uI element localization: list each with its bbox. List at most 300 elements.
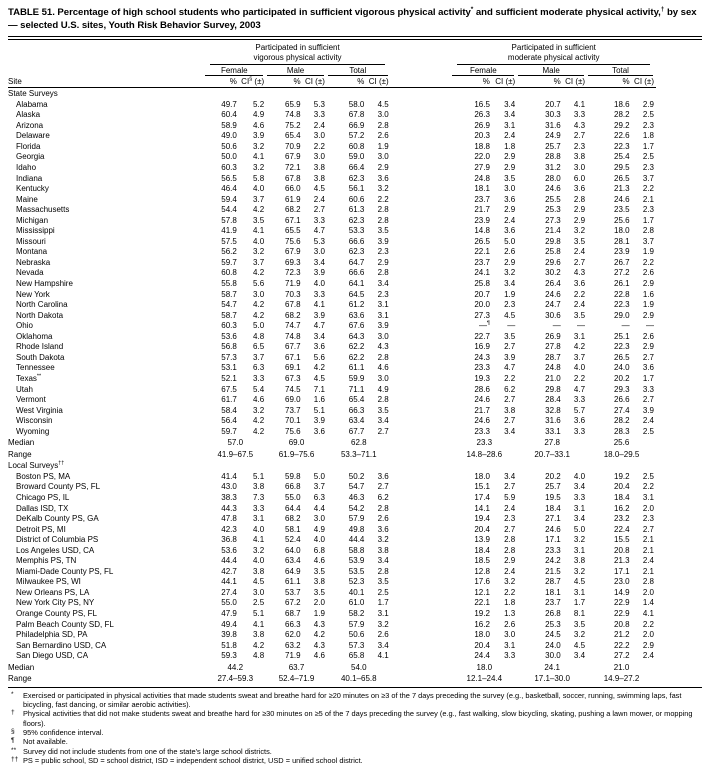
- value-cell: 27.3: [545, 215, 561, 225]
- value-cell: 23.3: [474, 426, 490, 436]
- site-cell: Ohio: [16, 321, 33, 331]
- value-cell: 3.4: [377, 416, 389, 426]
- value-cell: 2.7: [504, 482, 516, 492]
- value-cell: 2.4: [313, 194, 325, 204]
- value-cell: 23.9: [474, 215, 490, 225]
- value-cell: 3.8: [253, 630, 265, 640]
- value-cell: 2.7: [642, 352, 654, 362]
- value-cell: 3.4: [573, 514, 586, 524]
- summary-value-cell: 18.0: [476, 662, 493, 672]
- value-cell: —¶: [478, 320, 490, 331]
- value-cell: 4.7: [313, 226, 325, 236]
- value-cell: 4.2: [253, 268, 265, 278]
- summary-value-cell: 69.0: [288, 438, 305, 448]
- value-cell: 25.5: [545, 194, 561, 204]
- value-cell: 2.2: [313, 141, 325, 151]
- value-cell: 3.6: [377, 471, 389, 481]
- value-cell: 5.6: [253, 279, 265, 289]
- value-cell: 2.3: [642, 163, 654, 173]
- value-cell: 55.8: [221, 279, 237, 289]
- site-cell: Milwaukee PS, WI: [16, 577, 81, 587]
- value-cell: 30.6: [545, 310, 561, 320]
- summary-value-cell: 41.9–67.5: [217, 449, 254, 459]
- footnotes: [8, 691, 702, 765]
- value-cell: 52.1: [221, 373, 237, 383]
- value-cell: 3.8: [377, 545, 389, 555]
- value-cell: 53.1: [221, 363, 237, 373]
- table-row: [8, 577, 656, 588]
- value-cell: 4.6: [253, 395, 265, 405]
- value-cell: 18.1: [474, 184, 490, 194]
- value-cell: 26.9: [545, 331, 561, 341]
- value-cell: 4.2: [573, 342, 586, 352]
- summary-value-cell: 23.3: [476, 438, 493, 448]
- site-cell: Boston PS, MA: [16, 471, 71, 481]
- group-header-label: [210, 43, 384, 65]
- value-cell: 3.7: [642, 236, 654, 246]
- table-row: [8, 100, 656, 111]
- summary-value-cell: 57.0: [227, 438, 244, 448]
- site-cell: Orange County PS, FL: [16, 608, 97, 618]
- value-cell: 1.7: [573, 598, 586, 608]
- value-cell: 54.4: [221, 205, 237, 215]
- value-cell: 2.8: [504, 545, 516, 555]
- value-cell: 2.1: [642, 566, 654, 576]
- value-cell: 4.0: [313, 279, 325, 289]
- value-cell: 28.1: [614, 236, 630, 246]
- group-header-line1: Participated in sufficient: [255, 43, 340, 52]
- value-cell: 2.7: [573, 257, 586, 267]
- value-cell: 44.4: [221, 556, 237, 566]
- value-cell: 19.5: [545, 492, 561, 502]
- value-cell: 69.3: [285, 257, 301, 267]
- value-cell: 66.3: [348, 405, 365, 415]
- value-cell: 50.0: [221, 152, 237, 162]
- value-cell: 74.8: [285, 110, 301, 120]
- value-cell: 21.0: [545, 373, 561, 383]
- value-cell: 3.2: [377, 184, 389, 194]
- value-cell: 67.6: [348, 321, 365, 331]
- value-cell: 5.2: [253, 99, 265, 109]
- site-cell: Nebraska: [16, 257, 51, 267]
- site-cell: New York City PS, NY: [16, 598, 95, 608]
- value-cell: 60.3: [221, 163, 237, 173]
- value-cell: 2.9: [573, 215, 586, 225]
- group-gap: [391, 216, 452, 227]
- value-cell: 20.8: [614, 545, 630, 555]
- value-cell: 61.7: [221, 395, 237, 405]
- value-cell: 33.1: [545, 426, 561, 436]
- value-cell: 19.3: [474, 373, 490, 383]
- table-row: [8, 163, 656, 174]
- group-gap: [391, 110, 452, 121]
- value-cell: 3.2: [253, 405, 265, 415]
- site-cell: Utah: [16, 384, 33, 394]
- value-cell: 50.2: [348, 471, 365, 481]
- value-cell: 2.4: [573, 300, 586, 310]
- subgroup-label: Female: [452, 65, 514, 77]
- value-cell: 20.4: [474, 640, 490, 650]
- group-gap: [391, 142, 452, 153]
- value-cell: 25.3: [545, 619, 561, 629]
- value-cell: 5.9: [504, 492, 516, 502]
- value-cell: 1.7: [642, 141, 654, 151]
- value-cell: 26.4: [545, 279, 561, 289]
- value-cell: 52.3: [348, 577, 365, 587]
- summary-row: [8, 449, 656, 461]
- value-cell: 4.3: [377, 342, 389, 352]
- value-cell: 6.3: [253, 363, 265, 373]
- value-cell: 4.5: [253, 577, 265, 587]
- value-cell: 70.1: [285, 416, 301, 426]
- site-cell: Wyoming: [16, 426, 50, 436]
- value-cell: 2.4: [573, 247, 586, 257]
- value-cell: 3.9: [313, 310, 325, 320]
- table-row: [8, 504, 656, 515]
- value-cell: 2.4: [504, 131, 516, 141]
- value-cell: 3.0: [377, 110, 389, 120]
- footnote-text: Survey did not include students from one of the state’s large school districts.: [23, 746, 272, 756]
- site-cell: Massachusetts: [16, 205, 70, 215]
- value-cell: 24.8: [545, 363, 561, 373]
- value-cell: 5.3: [313, 236, 325, 246]
- value-cell: 23.3: [474, 363, 490, 373]
- value-cell: 63.6: [348, 310, 365, 320]
- value-cell: 1.6: [313, 395, 325, 405]
- group-gap: [391, 65, 452, 77]
- summary-value-cell: 53.3–71.1: [340, 449, 377, 459]
- summary-value-cell: 21.0: [613, 662, 630, 672]
- footnote-marker: *: [11, 690, 14, 698]
- value-cell: 29.6: [545, 257, 561, 267]
- value-cell: 28.6: [474, 384, 490, 394]
- summary-value-cell: 20.7–33.1: [534, 449, 570, 459]
- group-gap: [391, 673, 452, 685]
- site-cell: Michigan: [16, 215, 49, 225]
- footnote: [8, 747, 702, 756]
- value-cell: 4.2: [313, 630, 325, 640]
- value-cell: 26.5: [474, 236, 490, 246]
- group-gap: [391, 268, 452, 279]
- group-gap: [391, 395, 452, 406]
- value-cell: 60.8: [348, 141, 365, 151]
- group-gap: [391, 237, 452, 248]
- value-cell: 2.9: [504, 556, 516, 566]
- value-cell: 3.5: [573, 236, 586, 246]
- table-row: [8, 195, 656, 206]
- table-row: [8, 110, 656, 121]
- value-cell: 2.8: [377, 205, 389, 215]
- value-cell: 4.0: [253, 524, 265, 534]
- value-cell: 15.1: [474, 482, 490, 492]
- value-cell: 3.7: [573, 352, 586, 362]
- value-cell: 46.4: [221, 184, 237, 194]
- value-cell: 58.1: [285, 524, 301, 534]
- value-cell: 62.3: [348, 247, 365, 257]
- group-gap: [391, 374, 452, 385]
- value-cell: 23.7: [474, 194, 490, 204]
- data-table: [8, 43, 656, 685]
- value-cell: 60.8: [221, 268, 237, 278]
- value-cell: 18.4: [474, 545, 490, 555]
- value-cell: 65.9: [285, 99, 301, 109]
- value-cell: 56.1: [348, 184, 365, 194]
- ci-column-header: CI (±): [303, 76, 327, 87]
- site-cell: New York: [16, 289, 50, 299]
- value-cell: 26.1: [614, 279, 630, 289]
- value-cell: 2.7: [642, 395, 654, 405]
- value-cell: 4.2: [253, 310, 265, 320]
- value-cell: 2.5: [642, 152, 654, 162]
- value-cell: 3.4: [377, 640, 389, 650]
- value-cell: 53.6: [221, 331, 237, 341]
- value-cell: 3.6: [573, 184, 586, 194]
- footnote-text: Physical activities that did not make students sweat and breathe hard for ≥30 minutes on ≥5 of the 7 days preceding the survey (e.g., fast walking, slow bicycling, skating, pushing a lawn mower, or mopping floors).: [23, 709, 693, 728]
- value-cell: 5.8: [253, 173, 265, 183]
- value-cell: 26.5: [614, 352, 630, 362]
- value-cell: 65.8: [348, 651, 365, 661]
- value-cell: 59.0: [348, 152, 365, 162]
- value-cell: 56.4: [221, 416, 237, 426]
- value-cell: 4.3: [573, 120, 586, 130]
- value-cell: 4.1: [573, 99, 586, 109]
- value-cell: 13.9: [474, 535, 490, 545]
- title-text: and sufficient moderate physical activity,: [473, 7, 661, 18]
- table-row: [8, 546, 656, 557]
- value-cell: 22.0: [474, 152, 490, 162]
- value-cell: 3.1: [642, 492, 654, 502]
- site-cell: Mississippi: [16, 226, 55, 236]
- value-cell: 24.7: [545, 300, 561, 310]
- value-cell: 2.7: [504, 416, 516, 426]
- summary-value-cell: 27.4–59.3: [217, 674, 254, 684]
- value-cell: 2.1: [642, 545, 654, 555]
- value-cell: 44.4: [348, 535, 365, 545]
- value-cell: 18.6: [614, 99, 630, 109]
- section-label: State Surveys: [8, 89, 58, 99]
- value-cell: 41.9: [221, 226, 237, 236]
- site-cell: San Diego USD, CA: [16, 651, 89, 661]
- value-cell: 25.6: [614, 215, 630, 225]
- value-cell: 5.0: [313, 471, 325, 481]
- value-cell: 3.9: [642, 405, 654, 415]
- value-cell: 2.7: [573, 131, 586, 141]
- table-row: [8, 535, 656, 546]
- footnote-text: Exercised or participated in physical activities that made students sweat and breathe hard for ≥20 minutes on ≥3 of the 7 days preceding the survey (e.g., basketball, soccer, running, swimming laps, fast bicycling, fast dancing, or similar aerobic activities).: [23, 690, 682, 710]
- group-gap: [391, 472, 452, 483]
- value-cell: 50.6: [221, 141, 237, 151]
- value-cell: 58.7: [221, 289, 237, 299]
- value-cell: 5.0: [504, 236, 516, 246]
- ci-column-header: CI (±): [563, 76, 587, 87]
- site-cell: Vermont: [16, 395, 46, 405]
- table-row: [8, 588, 656, 599]
- value-cell: 41.4: [221, 471, 237, 481]
- value-cell: 26.5: [614, 173, 630, 183]
- value-cell: 24.0: [545, 640, 561, 650]
- value-cell: 32.8: [545, 405, 561, 415]
- value-cell: 26.3: [474, 110, 490, 120]
- group-gap: [391, 300, 452, 311]
- value-cell: 1.8: [642, 131, 654, 141]
- value-cell: 2.2: [573, 373, 586, 383]
- value-cell: 3.5: [377, 405, 389, 415]
- value-cell: —: [621, 321, 630, 331]
- summary-label: Range: [8, 449, 32, 459]
- summary-value-cell: 61.9–75.6: [278, 449, 315, 459]
- group-header-line1: Participated in sufficient: [511, 43, 596, 52]
- value-cell: 24.6: [545, 184, 561, 194]
- value-cell: 2.5: [642, 471, 654, 481]
- site-cell: North Carolina: [16, 300, 68, 310]
- group-gap: [391, 514, 452, 525]
- value-cell: 53.5: [348, 566, 365, 576]
- value-cell: 3.5: [313, 566, 325, 576]
- value-cell: 20.3: [474, 131, 490, 141]
- group-gap: [391, 385, 452, 396]
- value-cell: 50.6: [348, 630, 365, 640]
- value-cell: 23.0: [614, 577, 630, 587]
- group-gap: [391, 205, 452, 216]
- value-cell: 68.2: [285, 205, 301, 215]
- value-cell: 61.2: [348, 300, 365, 310]
- value-cell: 29.8: [545, 236, 561, 246]
- value-cell: 4.7: [504, 363, 516, 373]
- footnote-marker: **: [11, 746, 17, 754]
- value-cell: 2.3: [377, 289, 389, 299]
- footnote-marker: †: [11, 709, 15, 717]
- value-cell: 58.8: [348, 545, 365, 555]
- value-cell: 2.8: [377, 352, 389, 362]
- value-cell: 40.1: [348, 587, 365, 597]
- site-cell: Palm Beach County SD, FL: [16, 619, 114, 629]
- value-cell: 2.9: [504, 163, 516, 173]
- value-cell: 4.6: [313, 651, 325, 661]
- value-cell: 2.0: [642, 503, 654, 513]
- site-cell: District of Columbia PS: [16, 535, 99, 545]
- value-cell: 68.7: [285, 608, 301, 618]
- value-cell: 4.1: [313, 300, 325, 310]
- value-cell: 52.4: [285, 535, 301, 545]
- value-cell: 2.2: [504, 587, 516, 597]
- footnote-marker: §: [11, 728, 15, 735]
- value-cell: 3.4: [573, 482, 586, 492]
- value-cell: 3.3: [573, 395, 586, 405]
- value-cell: 27.3: [474, 310, 490, 320]
- value-cell: 63.4: [285, 556, 301, 566]
- value-cell: 56.8: [221, 342, 237, 352]
- value-cell: 2.6: [377, 514, 389, 524]
- value-cell: 22.3: [614, 300, 630, 310]
- value-cell: 4.0: [253, 236, 265, 246]
- site-cell: Alaska: [16, 110, 41, 120]
- table-row: [8, 472, 656, 483]
- value-cell: 3.8: [573, 556, 586, 566]
- percent-column-header: %: [451, 76, 491, 87]
- table-row: [8, 216, 656, 227]
- summary-value-cell: 62.8: [351, 438, 367, 448]
- value-cell: 4.1: [253, 226, 265, 236]
- group-gap: [391, 184, 452, 195]
- value-cell: 5.6: [313, 352, 325, 362]
- value-cell: 4.1: [642, 608, 654, 618]
- value-cell: 3.6: [377, 173, 389, 183]
- value-cell: 4.1: [253, 535, 265, 545]
- value-cell: 2.4: [313, 120, 325, 130]
- group-gap: [391, 363, 452, 374]
- value-cell: 4.0: [573, 363, 586, 373]
- value-cell: 3.2: [253, 141, 265, 151]
- value-cell: 28.8: [545, 152, 561, 162]
- value-cell: 3.6: [504, 194, 516, 204]
- value-cell: 58.9: [221, 120, 237, 130]
- value-cell: 2.9: [642, 99, 654, 109]
- value-cell: 67.8: [348, 110, 365, 120]
- value-cell: 4.6: [313, 556, 325, 566]
- value-cell: 22.9: [614, 598, 630, 608]
- value-cell: 3.3: [504, 651, 516, 661]
- ci-column-header: CI (±): [366, 76, 390, 87]
- value-cell: 21.2: [614, 630, 630, 640]
- value-cell: 2.6: [377, 131, 389, 141]
- value-cell: 2.6: [504, 247, 516, 257]
- group-header-label: [457, 43, 650, 65]
- group-gap: [391, 353, 452, 364]
- value-cell: 28.2: [614, 416, 630, 426]
- value-cell: 59.8: [285, 471, 301, 481]
- value-cell: 65.4: [285, 131, 301, 141]
- group-header-line2: moderate physical activity: [507, 52, 600, 62]
- value-cell: 49.7: [221, 99, 237, 109]
- table-row: [8, 258, 656, 269]
- table-row: [8, 237, 656, 248]
- value-cell: 3.4: [377, 279, 389, 289]
- value-cell: 4.3: [313, 640, 325, 650]
- value-cell: 75.6: [285, 236, 301, 246]
- value-cell: 3.3: [313, 110, 325, 120]
- table-row: [8, 184, 656, 195]
- value-cell: 70.3: [285, 289, 301, 299]
- table-row: [8, 482, 656, 493]
- value-cell: 19.2: [614, 471, 630, 481]
- value-cell: 2.8: [377, 395, 389, 405]
- value-cell: 66.3: [285, 619, 301, 629]
- site-cell: South Dakota: [16, 352, 65, 362]
- value-cell: 24.8: [474, 173, 490, 183]
- value-cell: 4.9: [377, 384, 389, 394]
- value-cell: 18.0: [474, 630, 490, 640]
- value-cell: 16.2: [474, 619, 490, 629]
- value-cell: 2.0: [642, 630, 654, 640]
- value-cell: 64.3: [348, 331, 365, 341]
- value-cell: 53.9: [348, 556, 365, 566]
- value-cell: 61.1: [348, 363, 365, 373]
- value-cell: 19.4: [474, 514, 490, 524]
- value-cell: 24.0: [614, 363, 630, 373]
- value-cell: 2.3: [642, 514, 654, 524]
- group-gap: [391, 525, 452, 536]
- table-row: [8, 609, 656, 620]
- value-cell: 1.9: [642, 300, 654, 310]
- value-cell: 12.8: [474, 566, 490, 576]
- value-cell: 2.6: [377, 630, 389, 640]
- site-cell: Oklahoma: [16, 331, 53, 341]
- value-cell: 26.7: [614, 257, 630, 267]
- subgroup-label: Total: [328, 65, 388, 77]
- value-cell: 17.1: [545, 535, 561, 545]
- table-row: [8, 363, 656, 374]
- value-cell: 20.2: [545, 471, 561, 481]
